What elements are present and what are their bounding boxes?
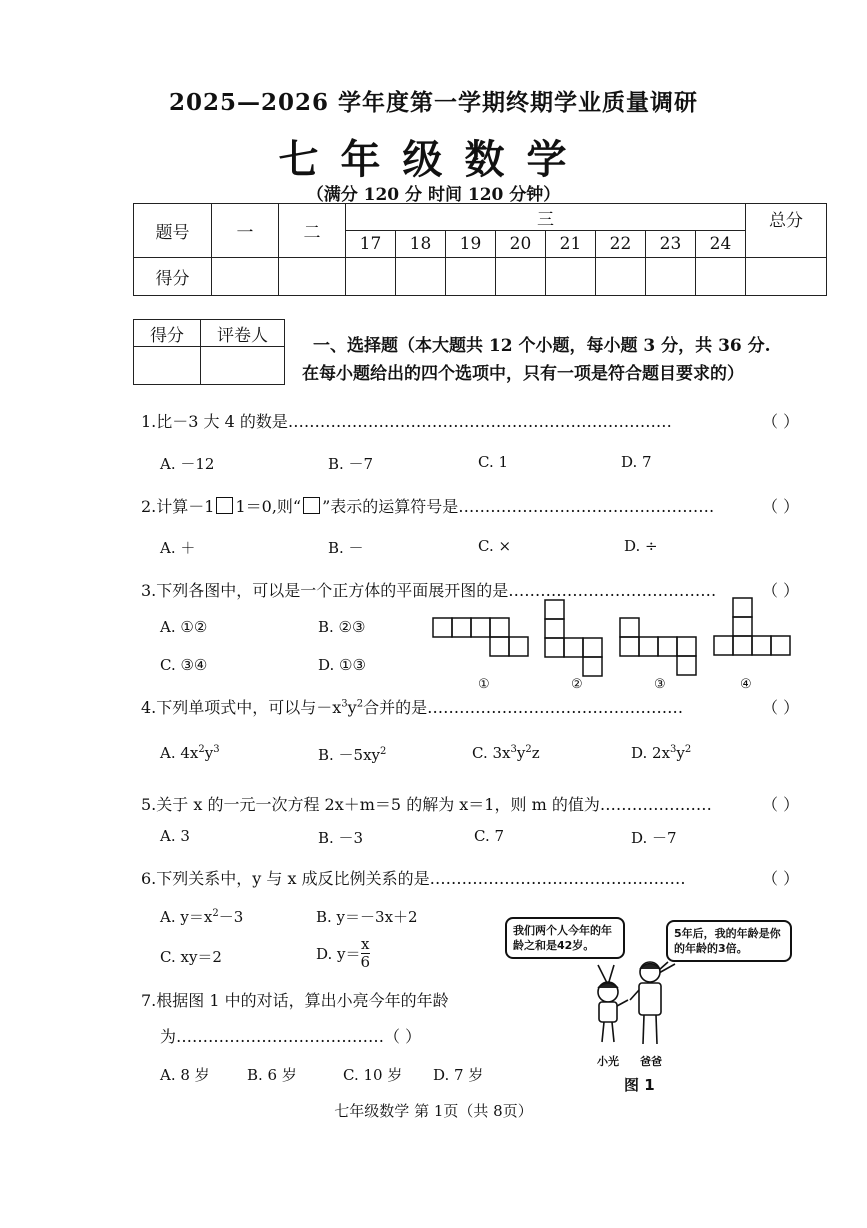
q6-option-d — [316, 936, 370, 971]
exam-subtitle: （满分 120 分 时间 120 分钟） — [306, 185, 561, 205]
score-table-num: 22 — [596, 231, 646, 258]
exponent: 2 — [380, 746, 387, 757]
exponent: 2 — [684, 744, 692, 755]
q2-option-c: C. × — [478, 537, 512, 555]
speech-bubble-left: 我们两个人今年的年龄之和是42岁。 — [505, 917, 625, 959]
blank-box — [303, 497, 320, 514]
cube-net-2 — [545, 600, 602, 676]
q2-option-a: A. ＋ — [160, 539, 196, 557]
q1-option-c: C. 1 — [478, 453, 509, 471]
question-6: 6.下列关系中，y 与 x 成反比例关系的是………………………………………… — [141, 869, 686, 888]
q2-post: ”表示的运算符号是………………………………………… — [322, 497, 715, 516]
score-table-three: 三 — [346, 204, 746, 231]
exponent: 2 — [525, 744, 532, 755]
score-cell — [496, 258, 546, 296]
q6-a-text: A. y＝x — [160, 908, 213, 926]
q3-option-a: A. ①② — [160, 618, 208, 636]
score-cell — [396, 258, 446, 296]
question-4 — [141, 695, 683, 718]
q2-option-b: B. － — [328, 539, 364, 557]
page-footer: 七年级数学 第 1页（共 8页） — [334, 1102, 533, 1120]
score-table-num: 19 — [446, 231, 496, 258]
exponent: 2 — [356, 698, 364, 710]
question-2 — [141, 494, 714, 517]
q4-c-text: C. 3x — [472, 744, 511, 762]
figure-caption: 图 1 — [624, 1076, 655, 1094]
q7-option-c: C. 10 岁 — [343, 1066, 403, 1084]
score-table-num: 18 — [396, 231, 446, 258]
exam-title: 七年级数学 — [278, 136, 589, 183]
exponent: 3 — [213, 744, 220, 755]
dad-label: 爸爸 — [640, 1055, 662, 1068]
cube-net-label-3: ③ — [654, 677, 666, 692]
q6-option-a — [160, 906, 243, 927]
q4-pre: 4.下列单项式中，可以与－x — [141, 698, 342, 717]
q6-option-b: B. y＝－3x＋2 — [316, 908, 418, 926]
question-7-line2: 为…………………………………（ ） — [160, 1027, 422, 1046]
answer-paren: （ ） — [762, 698, 800, 717]
q4-option-c — [472, 744, 540, 762]
q3-option-b: B. ②③ — [318, 618, 366, 636]
q4-a-var: y — [204, 744, 214, 762]
cube-net-label-1: ① — [478, 677, 490, 692]
speech-bubble-right: 5年后，我的年龄是你的年龄的3倍。 — [666, 920, 792, 962]
score-table-num: 24 — [696, 231, 746, 258]
q4-d-text: D. 2x — [631, 744, 671, 762]
q4-option-a — [160, 744, 220, 762]
q5-option-d: D. －7 — [631, 829, 677, 847]
grader-box-score: 得分 — [134, 320, 201, 347]
grader-box — [133, 319, 285, 385]
q4-var: y — [347, 698, 357, 717]
question-5: 5.关于 x 的一元一次方程 2x＋m＝5 的解为 x＝1，则 m 的值为………………… — [141, 795, 712, 814]
q2-pre: 2.计算－1 — [141, 497, 215, 516]
q2-mid: 1＝0,则“ — [235, 497, 302, 516]
score-cell — [279, 258, 346, 296]
cube-net-label-2: ② — [571, 677, 583, 692]
score-cell — [346, 258, 396, 296]
score-cell — [212, 258, 279, 296]
exponent: 3 — [341, 698, 348, 710]
score-table-total: 总分 — [746, 204, 827, 258]
question-3: 3.下列各图中，可以是一个正方体的平面展开图的是………………………………… — [141, 581, 717, 600]
cube-net-1 — [433, 618, 528, 656]
cube-net-4 — [714, 598, 790, 655]
boy-label: 小光 — [597, 1055, 619, 1068]
score-cell — [546, 258, 596, 296]
q4-c-var: y — [516, 744, 526, 762]
blank-box — [216, 497, 233, 514]
question-7: 7.根据图 1 中的对话，算出小亮今年的年龄 — [141, 991, 449, 1010]
q4-d-var: y — [676, 744, 685, 762]
score-table-one: 一 — [212, 204, 279, 258]
cube-net-label-4: ④ — [740, 677, 752, 692]
grader-cell — [134, 347, 201, 385]
score-table — [133, 203, 827, 296]
exam-header-line: 2025—2026 学年度第一学期终期学业质量调研 — [168, 89, 699, 116]
score-table-num: 17 — [346, 231, 396, 258]
q1-option-b: B. －7 — [328, 455, 374, 473]
fraction-numerator: x — [361, 935, 370, 953]
exponent: 2 — [198, 744, 205, 755]
grader-box-grader: 评卷人 — [201, 320, 285, 347]
fraction-denominator: 6 — [360, 953, 371, 971]
score-cell — [646, 258, 696, 296]
q6-option-c: C. xy＝2 — [160, 948, 222, 966]
score-table-num: 23 — [646, 231, 696, 258]
fraction — [361, 936, 371, 971]
q4-c-var2: z — [531, 744, 540, 762]
q3-option-d: D. ①③ — [318, 656, 366, 674]
score-table-num: 20 — [496, 231, 546, 258]
score-cell — [746, 258, 827, 296]
q5-option-b: B. －3 — [318, 829, 364, 847]
score-cell — [596, 258, 646, 296]
answer-paren: （ ） — [762, 497, 800, 516]
score-table-num: 21 — [546, 231, 596, 258]
score-table-two: 二 — [279, 204, 346, 258]
q1-option-d: D. 7 — [621, 453, 652, 471]
exponent: 2 — [212, 908, 219, 919]
exponent: 3 — [670, 744, 677, 755]
q3-option-c: C. ③④ — [160, 656, 208, 674]
answer-paren: （ ） — [762, 581, 800, 600]
q4-option-d — [631, 744, 691, 762]
q5-option-a: A. 3 — [160, 827, 190, 845]
q4-post: 合并的是………………………………………… — [363, 698, 684, 717]
q4-b-text: B. －5xy — [318, 746, 381, 764]
answer-paren: （ ） — [762, 795, 800, 814]
q6-d-text: D. y＝ — [316, 945, 361, 963]
q5-option-c: C. 7 — [474, 827, 505, 845]
father-son-illustration — [580, 950, 690, 1055]
q1-option-a: A. －12 — [160, 455, 215, 473]
q7-option-a: A. 8 岁 — [160, 1066, 210, 1084]
section1-line1: 一、选择题（本大题共 12 个小题，每小题 3 分，共 36 分. — [313, 336, 771, 356]
answer-paren: （ ） — [762, 412, 800, 431]
question-1: 1.比－3 大 4 的数是……………………………………………………………… — [141, 412, 672, 431]
section1-line2: 在每小题给出的四个选项中，只有一项是符合题目要求的） — [302, 364, 744, 384]
exponent: 3 — [510, 744, 517, 755]
score-cell — [446, 258, 496, 296]
cube-net-3 — [620, 618, 696, 675]
q6-a-rest: －3 — [218, 908, 244, 926]
score-table-tihao: 题号 — [134, 204, 212, 258]
q7-option-b: B. 6 岁 — [247, 1066, 297, 1084]
answer-paren: （ ） — [762, 869, 800, 888]
q4-option-b — [318, 744, 386, 765]
q4-a-text: A. 4x — [160, 744, 199, 762]
q7-option-d: D. 7 岁 — [433, 1066, 484, 1084]
q2-option-d: D. ÷ — [624, 537, 658, 555]
grader-cell — [201, 347, 285, 385]
score-table-defen: 得分 — [134, 258, 212, 296]
score-cell — [696, 258, 746, 296]
